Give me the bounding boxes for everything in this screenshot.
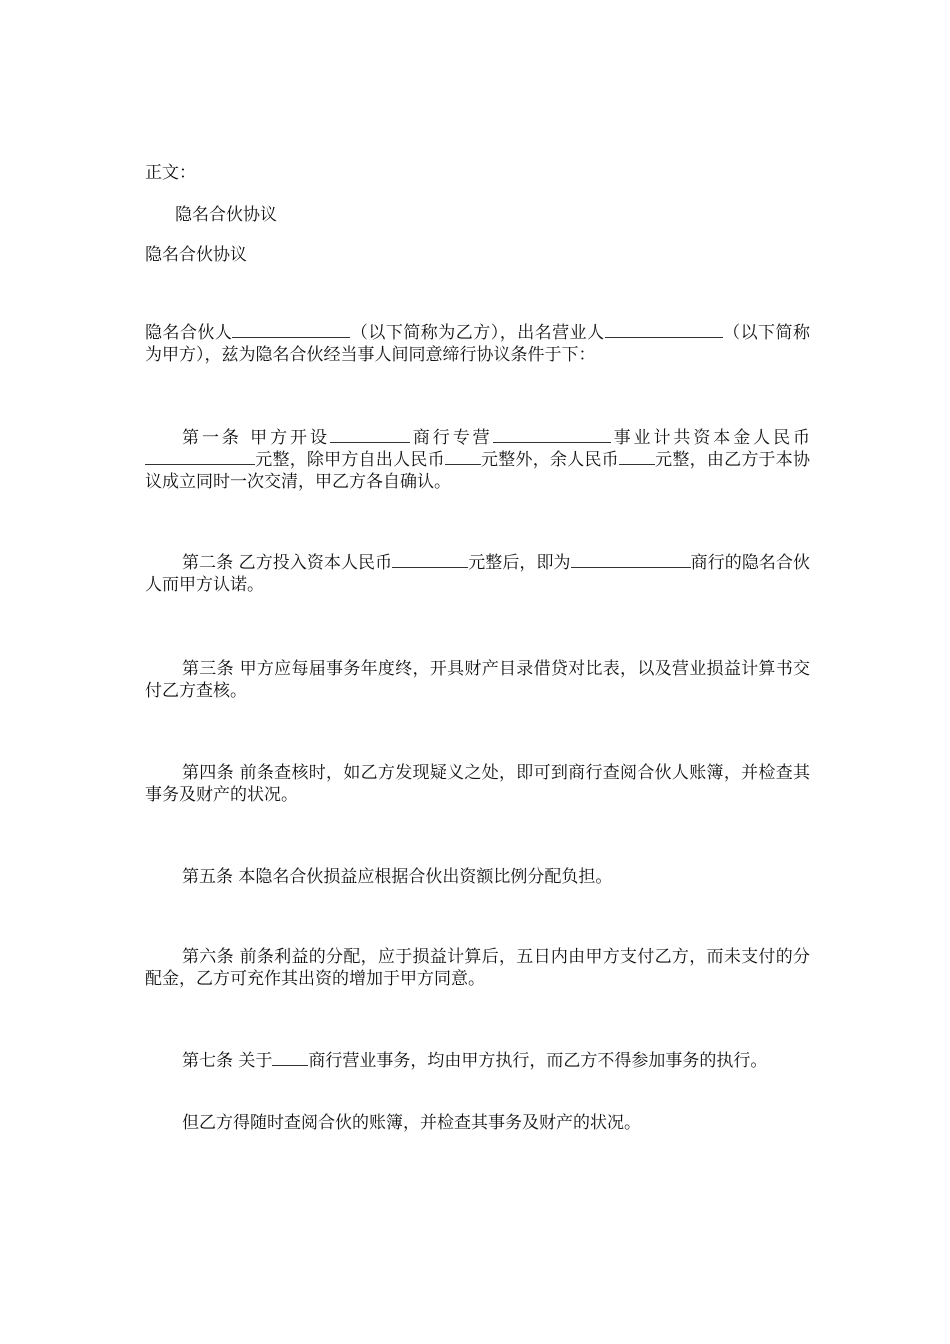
intro-text-2: （以下简称为乙方），出名营业人 (350, 323, 605, 343)
blank-remaining-amount[interactable] (619, 449, 655, 465)
article-7-paragraph-2: 但乙方得随时查阅合伙的账簿，并检查其事务及财产的状况。 (182, 1113, 641, 1133)
art1-text-4: 元整，除甲方自出人民币 (255, 450, 445, 470)
article-5: 第五条 本隐名合伙损益应根据合伙出资额比例分配负担。 (182, 867, 613, 887)
blank-total-capital[interactable] (145, 449, 255, 465)
article-3: 第三条 甲方应每届事务年度终，开具财产目录借贷对比表，以及营业损益计算书交付乙方查核。 (145, 659, 810, 701)
article-1 (145, 427, 810, 493)
blank-shop-name[interactable] (330, 427, 410, 443)
art1-text-6: 元整，由乙方于本协议成立同时一次交清，甲乙方各自确认。 (145, 450, 811, 492)
body-label: 正文： (145, 163, 196, 183)
intro-paragraph (145, 322, 810, 366)
article-7 (145, 1050, 810, 1072)
art1-text-2: 商行专营 (409, 428, 493, 448)
intro-text-1: 隐名合伙人 (145, 323, 233, 343)
art2-text-3: 商行的隐名合伙人而甲方认诺。 (145, 553, 811, 595)
article-4: 第四条 前条查核时，如乙方发现疑义之处，即可到商行查阅合伙人账簿，并检查其事务及财产的状况。 (145, 763, 810, 805)
blank-shop-name-2[interactable] (571, 552, 691, 568)
art1-text-3: 事业计共资本金人民币 (610, 428, 811, 448)
article-6: 第六条 前条利益的分配，应于损益计算后，五日内由甲方支付乙方，而未支付的分配金，乙方可充作其出资的增加于甲方同意。 (145, 947, 810, 989)
document-title-indented: 隐名合伙协议 (175, 205, 277, 225)
blank-shop-name-3[interactable] (272, 1050, 308, 1066)
blank-party-a-amount[interactable] (445, 449, 481, 465)
art7-text-2: 商行营业事务，均由甲方执行，而乙方不得参加事务的执行。 (308, 1051, 768, 1071)
blank-business[interactable] (493, 427, 611, 443)
art1-text-1: 第一条 甲方开设 (182, 428, 330, 448)
blank-party-b[interactable] (232, 322, 350, 338)
art2-text-1: 第二条 乙方投入资本人民币 (182, 553, 393, 573)
intro-text-3: （以下简称为甲方），兹为隐名合伙经当事人间同意缔行协议条件于下： (145, 323, 811, 365)
blank-party-a[interactable] (605, 322, 723, 338)
art1-text-5: 元整外，余人民币 (480, 450, 619, 470)
blank-investment[interactable] (392, 552, 468, 568)
art7-text-1: 第七条 关于 (182, 1051, 273, 1071)
document-title: 隐名合伙协议 (145, 245, 247, 265)
art2-text-2: 元整后，即为 (468, 553, 571, 573)
article-2 (145, 552, 810, 596)
